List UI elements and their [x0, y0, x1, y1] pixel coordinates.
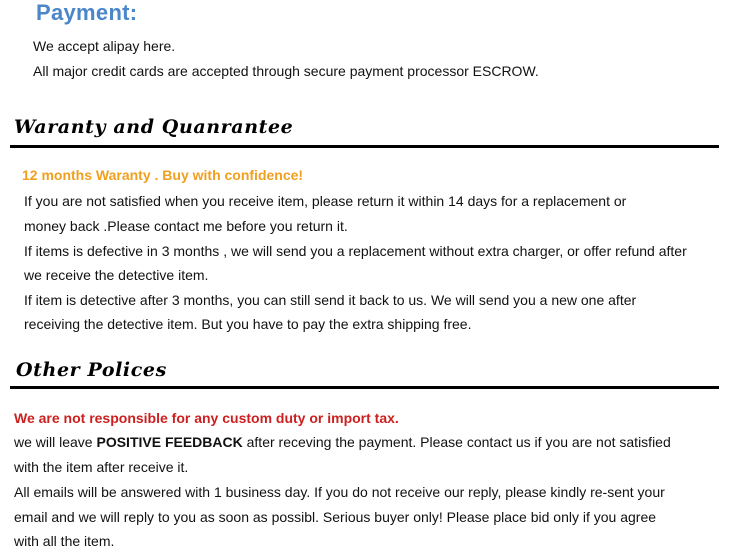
warranty-line-4: we receive the detective item. — [24, 267, 209, 283]
warranty-heading: Waranty and Quanrantee — [14, 116, 294, 138]
feedback-text-bold: POSITIVE FEEDBACK — [96, 434, 243, 450]
policies-divider — [10, 386, 719, 389]
policies-line-4: with all the item. — [14, 533, 115, 549]
policies-feedback-line — [14, 430, 671, 455]
feedback-text-post: after receving the payment. Please contact us if you are not satisfied — [242, 434, 671, 450]
warranty-divider — [10, 145, 719, 148]
payment-title: Payment: — [36, 0, 138, 25]
policies-highlight: We are not responsible for any custom duty or import tax. — [14, 410, 399, 426]
policies-line-1: with the item after receive it. — [14, 459, 189, 475]
feedback-text-pre: we will leave — [14, 434, 97, 450]
warranty-line-2: money back .Please contact me before you return it. — [24, 218, 348, 234]
policies-line-2: All emails will be answered with 1 business day. If you do not receive our reply, please kindly re-sent your — [14, 484, 665, 500]
warranty-line-1: If you are not satisfied when you receive item, please return it within 14 days for a replacement or — [24, 193, 627, 209]
warranty-line-6: receiving the detective item. But you have to pay the extra shipping free. — [24, 316, 472, 332]
payment-line-credit-cards: All major credit cards are accepted through secure payment processor ESCROW. — [33, 63, 539, 79]
warranty-line-5: If item is detective after 3 months, you can still send it back to us. We will send you a new one after — [24, 292, 637, 308]
policies-line-3: email and we will reply to you as soon as possibl. Serious buyer only! Please place bid only if you agree — [14, 509, 657, 525]
warranty-highlight: 12 months Waranty . Buy with confidence! — [22, 167, 304, 183]
warranty-line-3: If items is defective in 3 months , we will send you a replacement without extra charger, or offer refund after — [24, 243, 687, 259]
policies-heading: Other Polices — [16, 359, 167, 381]
payment-line-alipay: We accept alipay here. — [33, 38, 176, 54]
